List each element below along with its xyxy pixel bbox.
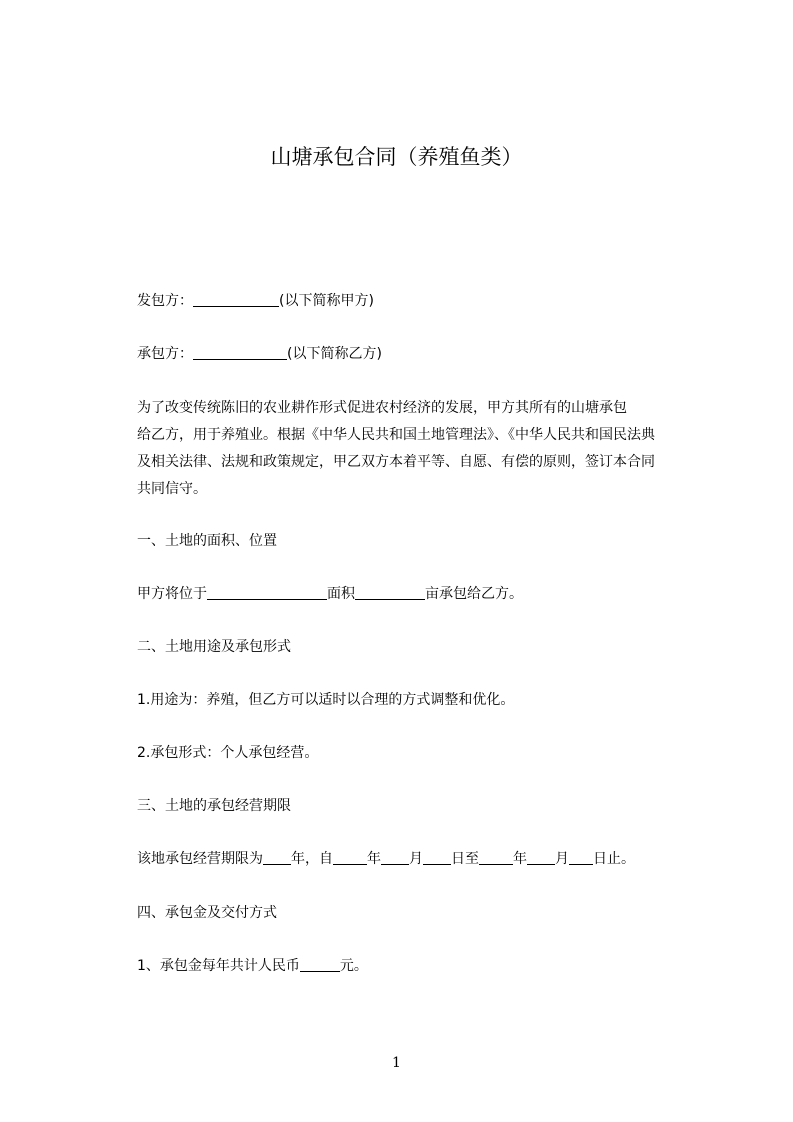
party-a-suffix: (以下简称甲方)	[279, 293, 374, 309]
section-4-item-1	[137, 956, 368, 976]
fee-text-a: 1、承包金每年共计人民币	[137, 958, 300, 974]
party-a-blank[interactable]	[193, 292, 279, 307]
document-title: 山塘承包合同（养殖鱼类）	[270, 145, 523, 169]
term-text-4: 月	[409, 851, 423, 867]
page-number: 1	[392, 1055, 401, 1071]
area-blank[interactable]	[355, 585, 425, 600]
intro-line-3: 及相关法律、法规和政策规定，甲乙双方本着平等、自愿、有偿的原则，签订本合同	[137, 454, 655, 470]
start-day-blank[interactable]	[423, 850, 451, 865]
section-1-text	[137, 584, 523, 604]
term-text-3: 年	[367, 851, 381, 867]
party-b-suffix: (以下简称乙方)	[287, 346, 382, 362]
fee-amount-blank[interactable]	[300, 957, 340, 972]
section-2-heading: 二、土地用途及承包形式	[137, 639, 291, 655]
start-year-blank[interactable]	[333, 850, 367, 865]
end-day-blank[interactable]	[569, 850, 593, 865]
end-month-blank[interactable]	[527, 850, 555, 865]
term-text-5: 日至	[451, 851, 479, 867]
section-1-text-b: 面积	[327, 586, 355, 602]
fee-text-b: 元。	[339, 958, 368, 974]
term-text-2: 年，自	[291, 851, 333, 867]
party-b-line	[137, 344, 382, 364]
section-2-item-2: 2.承包形式：个人承包经营。	[137, 745, 319, 761]
intro-line-4: 共同信守。	[137, 481, 207, 497]
section-1-heading: 一、土地的面积、位置	[137, 533, 277, 549]
intro-line-2: 给乙方，用于养殖业。根据《中华人民共和国土地管理法》、《中华人民共和国民法典	[137, 427, 655, 443]
start-month-blank[interactable]	[381, 850, 409, 865]
section-1-text-a: 甲方将位于	[137, 586, 207, 602]
location-blank[interactable]	[207, 585, 327, 600]
party-a-line	[137, 291, 374, 311]
end-year-blank[interactable]	[479, 850, 513, 865]
term-text-1: 该地承包经营期限为	[137, 851, 263, 867]
party-b-label: 承包方：	[137, 346, 193, 362]
section-3-heading: 三、土地的承包经营期限	[137, 798, 291, 814]
term-text-8: 日止。	[593, 851, 635, 867]
section-2-item-1: 1.用途为：养殖，但乙方可以适时以合理的方式调整和优化。	[137, 692, 515, 708]
party-b-blank[interactable]	[193, 345, 287, 360]
term-text-6: 年	[513, 851, 527, 867]
section-1-text-c: 亩承包给乙方。	[425, 586, 523, 602]
intro-line-1: 为了改变传统陈旧的农业耕作形式促进农村经济的发展，甲方其所有的山塘承包	[137, 400, 627, 416]
term-years-blank[interactable]	[263, 850, 291, 865]
term-text-7: 月	[555, 851, 569, 867]
section-4-heading: 四、承包金及交付方式	[137, 905, 277, 921]
party-a-label: 发包方：	[137, 293, 193, 309]
section-3-term-line	[137, 849, 635, 869]
